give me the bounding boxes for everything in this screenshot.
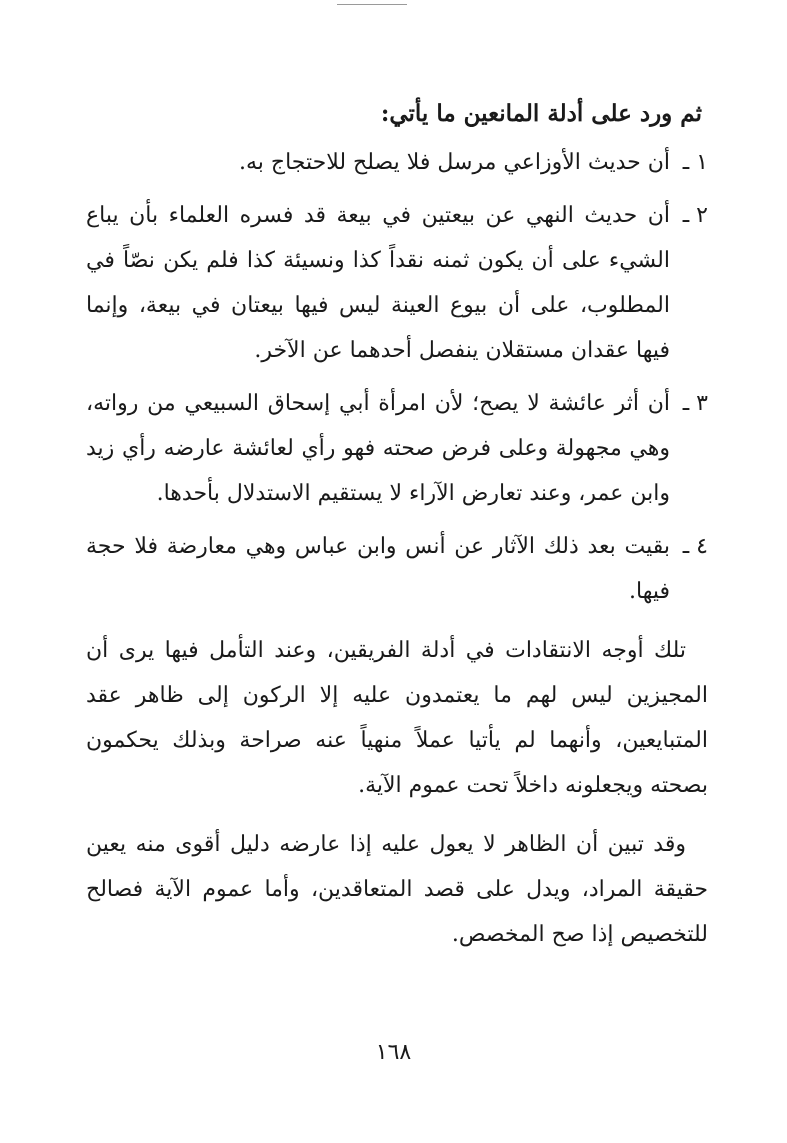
list-item-text: أن حديث النهي عن بيعتين في بيعة قد فسره العلماء بأن يباع الشيء على أن يكون ثمنه نقداً كذا ونسيئة كذا فلم يكن نصّاً في المطلوب، على أن بيوع العينة ليس فيها بيعتان في بيعة، وإنما فيها عقدان مستقلان ينفصل أحدهما عن الآخر. (86, 203, 670, 363)
list-item-text: أن أثر عائشة لا يصح؛ لأن امرأة أبي إسحاق السبيعي من رواته، وهي مجهولة وعلى فرض صحته فهو رأي لعائشة عارضه رأي زيد وابن عمر، وعند تعارض الآراء لا يستقيم الاستدلال بأحدها. (86, 391, 670, 506)
list-item-number: ٢ ـ (682, 203, 708, 228)
list-item (86, 381, 708, 516)
list-item-text: بقيت بعد ذلك الآثار عن أنس وابن عباس وهي معارضة فلا حجة فيها. (86, 534, 670, 604)
list-item (86, 524, 708, 614)
list-item (86, 193, 708, 373)
list-item-number: ٤ ـ (682, 534, 708, 559)
objection-list (86, 140, 708, 614)
page-body (86, 88, 708, 957)
section-heading: ثم ورد على أدلة المانعين ما يأتي: (380, 100, 702, 127)
body-paragraph: تلك أوجه الانتقادات في أدلة الفريقين، وعند التأمل فيها يرى أن المجيزين ليس لهم ما يعتمدون عليه إلا الركون إلى ظاهر عقد المتبايعين، وأنهما لم يأتيا عملاً منهياً عنه صراحة وبذلك يحكمون بصحته ويجعلونه داخلاً تحت عموم الآية. (86, 638, 708, 798)
list-item-number: ١ ـ (682, 150, 708, 175)
page-number: ١٦٨ (375, 1040, 412, 1065)
list-item (86, 140, 708, 185)
list-item-text: أن حديث الأوزاعي مرسل فلا يصلح للاحتجاج به. (238, 150, 670, 175)
top-rule (337, 4, 407, 5)
body-paragraph: وقد تبين أن الظاهر لا يعول عليه إذا عارضه دليل أقوى منه يعين حقيقة المراد، ويدل على قصد المتعاقدين، وأما عموم الآية فصالح للتخصيص إذا صح المخصص. (86, 832, 708, 947)
list-item-number: ٣ ـ (682, 391, 708, 416)
